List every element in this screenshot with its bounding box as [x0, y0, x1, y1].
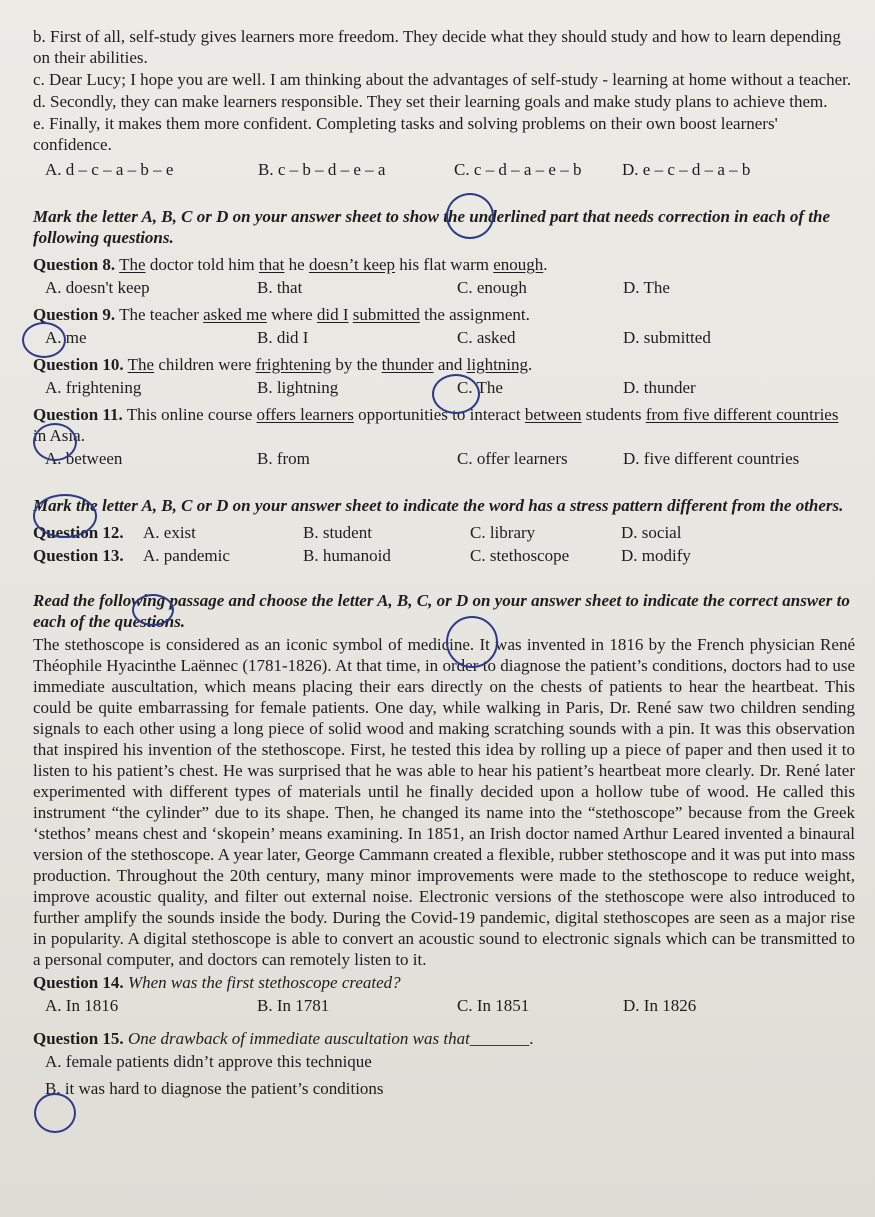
q10-option-c[interactable]: C. The	[457, 378, 503, 397]
question-12-label: Question 12.	[33, 523, 124, 542]
reading-passage: The stethoscope is considered as an iconic symbol of medicine. It was invented in 1816 by the French physician René Théophile Hyacinthe Laënnec (1781-1826). At that time, in order to diagnose the patient’s conditions, doctors had to use immediate auscultation, which means placing their ears directly on the chests of patients to hear the heartbeat. This could be quite embarrassing for female patients. One day, while walking in Paris, Dr. René saw two children sending signals to each other using a long piece of solid wood and making scratching sounds with a pin. It was this observation that inspired his invention of the stethoscope. First, he tested this idea by rolling up a piece of paper and then used it to listen to his patient’s chest. He was surprised that he was able to hear his patient’s heartbeat more clearly. Dr. René later experimented with different types of materials until he finally decided upon a hollow tube of wood. He called this instrument “the cylinder” due to its shape. Then, he changed its name into the “stethoscope” because from the Greek ‘stethos’ means chest and ‘skopein’ means examining. In 1851, an Irish doctor named Arthur Leared invented a binaural version of the stethoscope. A year later, George Cammann created a flexible, rubber stethoscope and it was put into mass production. Throughout the 20th century, many minor improvements were made to the stethoscope to reduce weight, improve acoustic quality, and filter out external noise. Electronic versions of the stethoscope were also introduced to further amplify the sounds inside the body. During the Covid-19 pandemic, digital stethoscopes are seen as a major rise in popularity. A digital stethoscope is able to convert an acoustic sound to electronic signals which can be transmitted to a personal computer, and doctors can remotely listen to it.	[33, 635, 855, 969]
q10-underlined-frightening: frightening	[255, 355, 332, 374]
question-14	[33, 972, 855, 993]
q11-underlined-offers-learners: offers learners	[256, 405, 354, 424]
q10-underlined-lightning: lightning	[466, 355, 529, 374]
section-heading-reading: Read the following passage and choose the letter A, B, C, or D on your answer sheet to indicate the correct answer to each of the questions.	[33, 591, 850, 631]
q10-option-d[interactable]: D. thunder	[623, 378, 696, 397]
answer-circle-q13	[446, 616, 498, 668]
question-9-label: Question 9.	[33, 305, 116, 324]
q11-option-a[interactable]: A. between	[45, 449, 123, 468]
question-14-text: When was the first stethoscope created?	[127, 973, 401, 992]
question-12	[33, 522, 855, 543]
q8-option-d[interactable]: D. The	[623, 278, 670, 297]
ordering-option-c[interactable]: C. c – d – a – e – b	[454, 160, 582, 179]
q8-text: doctor told him	[145, 255, 259, 274]
ordering-sentence-b: b. First of all, self-study gives learners more freedom. They decide what they should study and how to learn depending on their abilities.	[33, 27, 841, 67]
question-8-label: Question 8.	[33, 255, 116, 274]
ordering-options	[33, 159, 855, 180]
q8-underlined-doesnt-keep: doesn’t keep	[308, 255, 396, 274]
q11-option-d[interactable]: D. five different countries	[623, 449, 800, 468]
q10-option-a[interactable]: A. frightening	[45, 378, 142, 397]
q15-option-b[interactable]: B. it was hard to diagnose the patient’s conditions	[45, 1079, 384, 1098]
q10-text: and	[433, 355, 467, 374]
q11-option-c[interactable]: C. offer learners	[457, 449, 568, 468]
q10-underlined-thunder: thunder	[381, 355, 434, 374]
q12-option-d[interactable]: D. social	[621, 523, 682, 542]
q8-option-b[interactable]: B. that	[257, 278, 303, 297]
q10-text: by the	[331, 355, 382, 374]
ordering-sentence-e: e. Finally, it makes them more confident. Completing tasks and solving problems on their own boost learners' confidence.	[33, 114, 778, 154]
ordering-option-a[interactable]: A. d – c – a – b – e	[45, 160, 174, 179]
question-9-options	[33, 327, 855, 348]
q9-text: where	[266, 305, 317, 324]
q8-underlined-the: The	[119, 255, 146, 274]
question-13	[33, 545, 855, 566]
q9-underlined-asked-me: asked me	[203, 305, 267, 324]
question-11-options	[33, 448, 855, 469]
answer-circle-q8	[22, 322, 66, 358]
ordering-option-b[interactable]: B. c – b – d – e – a	[258, 160, 386, 179]
q11-text: students	[581, 405, 646, 424]
answer-circle-q11	[33, 494, 97, 538]
answer-circle-q14	[34, 1093, 76, 1133]
q13-option-d[interactable]: D. modify	[621, 546, 691, 565]
q8-option-c[interactable]: C. enough	[457, 278, 527, 297]
q12-option-c[interactable]: C. library	[470, 523, 536, 542]
q8-text: his flat warm	[395, 255, 494, 274]
q11-text: opportunities to interact	[353, 405, 525, 424]
answer-circle-q12	[132, 594, 174, 626]
q14-option-c[interactable]: C. In 1851	[457, 996, 530, 1015]
question-15-label: Question 15.	[33, 1029, 124, 1048]
q10-text: .	[528, 355, 533, 374]
q8-underlined-enough: enough	[493, 255, 544, 274]
q14-option-b[interactable]: B. In 1781	[257, 996, 330, 1015]
answer-circle-ordering	[446, 193, 494, 239]
question-13-label: Question 13.	[33, 546, 124, 565]
question-14-options	[33, 995, 855, 1016]
answer-circle-q9	[432, 374, 480, 414]
q14-option-a[interactable]: A. In 1816	[45, 996, 119, 1015]
q8-text: he	[284, 255, 309, 274]
q11-underlined-between: between	[524, 405, 582, 424]
q11-option-b[interactable]: B. from	[257, 449, 310, 468]
q10-text: children were	[154, 355, 256, 374]
q11-text: This online course	[122, 405, 257, 424]
question-10	[33, 354, 855, 375]
q12-option-a[interactable]: A. exist	[143, 523, 196, 542]
q9-underlined-submitted: submitted	[352, 305, 420, 324]
question-10-label: Question 10.	[33, 355, 124, 374]
q15-option-a[interactable]: A. female patients didn’t approve this technique	[45, 1052, 372, 1071]
q13-option-c[interactable]: C. stethoscope	[470, 546, 570, 565]
q9-option-a[interactable]: A. me	[45, 328, 87, 347]
question-8	[33, 254, 855, 275]
question-11-label: Question 11.	[33, 405, 123, 424]
q10-underlined-the: The	[127, 355, 155, 374]
q8-underlined-that: that	[258, 255, 285, 274]
q10-option-b[interactable]: B. lightning	[257, 378, 339, 397]
q9-option-c[interactable]: C. asked	[457, 328, 516, 347]
q13-option-b[interactable]: B. humanoid	[303, 546, 391, 565]
answer-circle-q10	[33, 423, 77, 461]
ordering-option-d[interactable]: D. e – c – d – a – b	[622, 160, 751, 179]
question-15-blank: _______.	[469, 1029, 534, 1048]
ordering-sentence-c: c. Dear Lucy; I hope you are well. I am thinking about the advantages of self-study - learning at home without a teacher.	[33, 70, 852, 89]
q9-option-b[interactable]: B. did I	[257, 328, 309, 347]
q9-underlined-did-i: did I	[316, 305, 349, 324]
q12-option-b[interactable]: B. student	[303, 523, 372, 542]
question-9	[33, 304, 855, 325]
section-heading-stress: Mark the letter A, B, C or D on your answer sheet to indicate the word has a stress pattern different from the others.	[33, 496, 844, 515]
question-8-options	[33, 277, 855, 298]
question-14-label: Question 14.	[33, 973, 124, 992]
ordering-sentence-d: d. Secondly, they can make learners responsible. They set their learning goals and make study plans to achieve them.	[33, 92, 828, 111]
question-15-text: One drawback of immediate auscultation was that	[127, 1029, 470, 1048]
q9-text: the assignment.	[419, 305, 530, 324]
q11-text: in Asia.	[33, 426, 85, 445]
q8-option-a[interactable]: A. doesn't keep	[45, 278, 150, 297]
q9-option-d[interactable]: D. submitted	[623, 328, 711, 347]
q11-underlined-from-five-countries: from five different countries	[645, 405, 839, 424]
section-heading-correction: Mark the letter A, B, C or D on your answer sheet to show the underlined part that needs correction in each of the following questions.	[33, 207, 831, 247]
q9-text: The teacher	[115, 305, 204, 324]
q14-option-d[interactable]: D. In 1826	[623, 996, 697, 1015]
question-15	[33, 1028, 855, 1049]
q8-text: .	[543, 255, 548, 274]
q13-option-a[interactable]: A. pandemic	[143, 546, 230, 565]
